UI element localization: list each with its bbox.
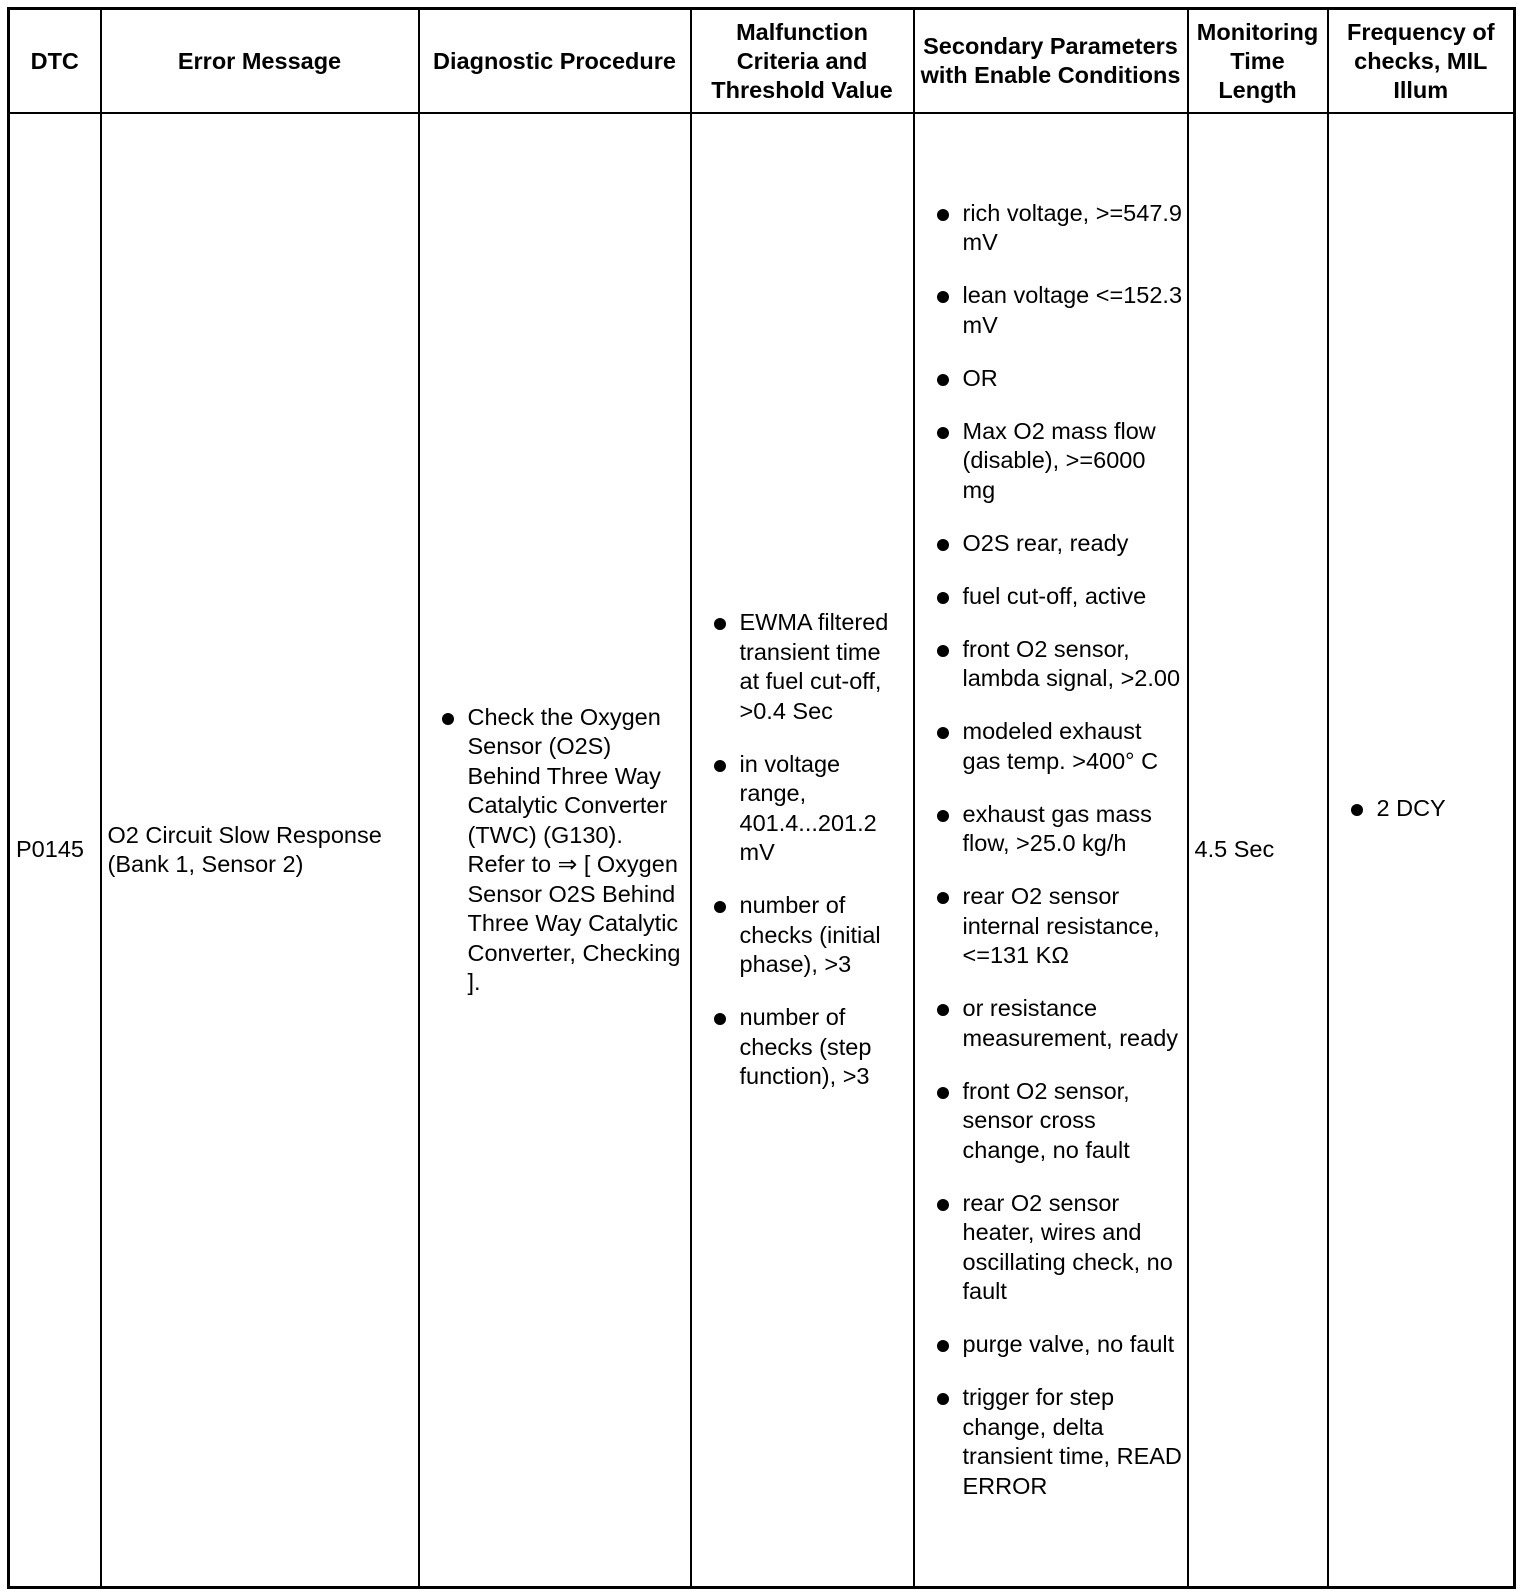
frequency-list [1329,794,1508,824]
list-item: lean voltage <=152.3 mV [915,281,1183,340]
list-item: fuel cut-off, active [915,582,1183,612]
list-item: purge valve, no fault [915,1330,1183,1360]
cell-monitoring-time: 4.5 Sec [1188,113,1328,1588]
cell-frequency [1328,113,1515,1588]
header-diagnostic-procedure: Diagnostic Procedure [419,9,691,114]
list-item: rich voltage, >=547.9 mV [915,199,1183,258]
list-item: in voltage range, 401.4...201.2 mV [692,750,907,868]
list-item: 2 DCY [1329,794,1508,824]
secondary-parameters-list [915,199,1183,1502]
list-item: rear O2 sensor heater, wires and oscillating check, no fault [915,1189,1183,1307]
malfunction-criteria-list [692,608,907,1092]
list-item: modeled exhaust gas temp. >400° C [915,717,1183,776]
cell-diagnostic-procedure [419,113,691,1588]
list-item: or resistance measurement, ready [915,994,1183,1053]
list-item: trigger for step change, delta transient time, READ ERROR [915,1383,1183,1501]
cell-error-message: O2 Circuit Slow Response (Bank 1, Sensor 2) [101,113,419,1588]
list-item: number of checks (step function), >3 [692,1003,907,1092]
header-error-message: Error Message [101,9,419,114]
header-row [9,9,1515,114]
list-item: OR [915,364,1183,394]
table-row [9,113,1515,1588]
header-secondary-parameters: Secondary Parameters with Enable Conditions [914,9,1188,114]
header-malfunction-criteria: Malfunction Criteria and Threshold Value [691,9,914,114]
dtc-table [7,7,1516,1589]
cell-secondary-parameters [914,113,1188,1588]
cell-dtc-code: P0145 [9,113,101,1588]
list-item: O2S rear, ready [915,529,1183,559]
header-frequency: Frequency of checks, MIL Illum [1328,9,1515,114]
header-dtc: DTC [9,9,101,114]
list-item: front O2 sensor, lambda signal, >2.00 [915,635,1183,694]
list-item: number of checks (initial phase), >3 [692,891,907,980]
list-item: rear O2 sensor internal resistance, <=131 KΩ [915,882,1183,971]
list-item: Max O2 mass flow (disable), >=6000 mg [915,417,1183,506]
diagnostic-procedure-list [420,703,684,998]
list-item: Check the Oxygen Sensor (O2S) Behind Three Way Catalytic Converter (TWC) (G130). Refer to ⇒ [ Oxygen Sensor O2S Behind Three Way Catalytic Converter, Checking ]. [420,703,684,998]
cell-malfunction-criteria [691,113,914,1588]
list-item: EWMA filtered transient time at fuel cut-off, >0.4 Sec [692,608,907,726]
list-item: front O2 sensor, sensor cross change, no fault [915,1077,1183,1166]
header-monitoring-time: Monitoring Time Length [1188,9,1328,114]
list-item: exhaust gas mass flow, >25.0 kg/h [915,800,1183,859]
